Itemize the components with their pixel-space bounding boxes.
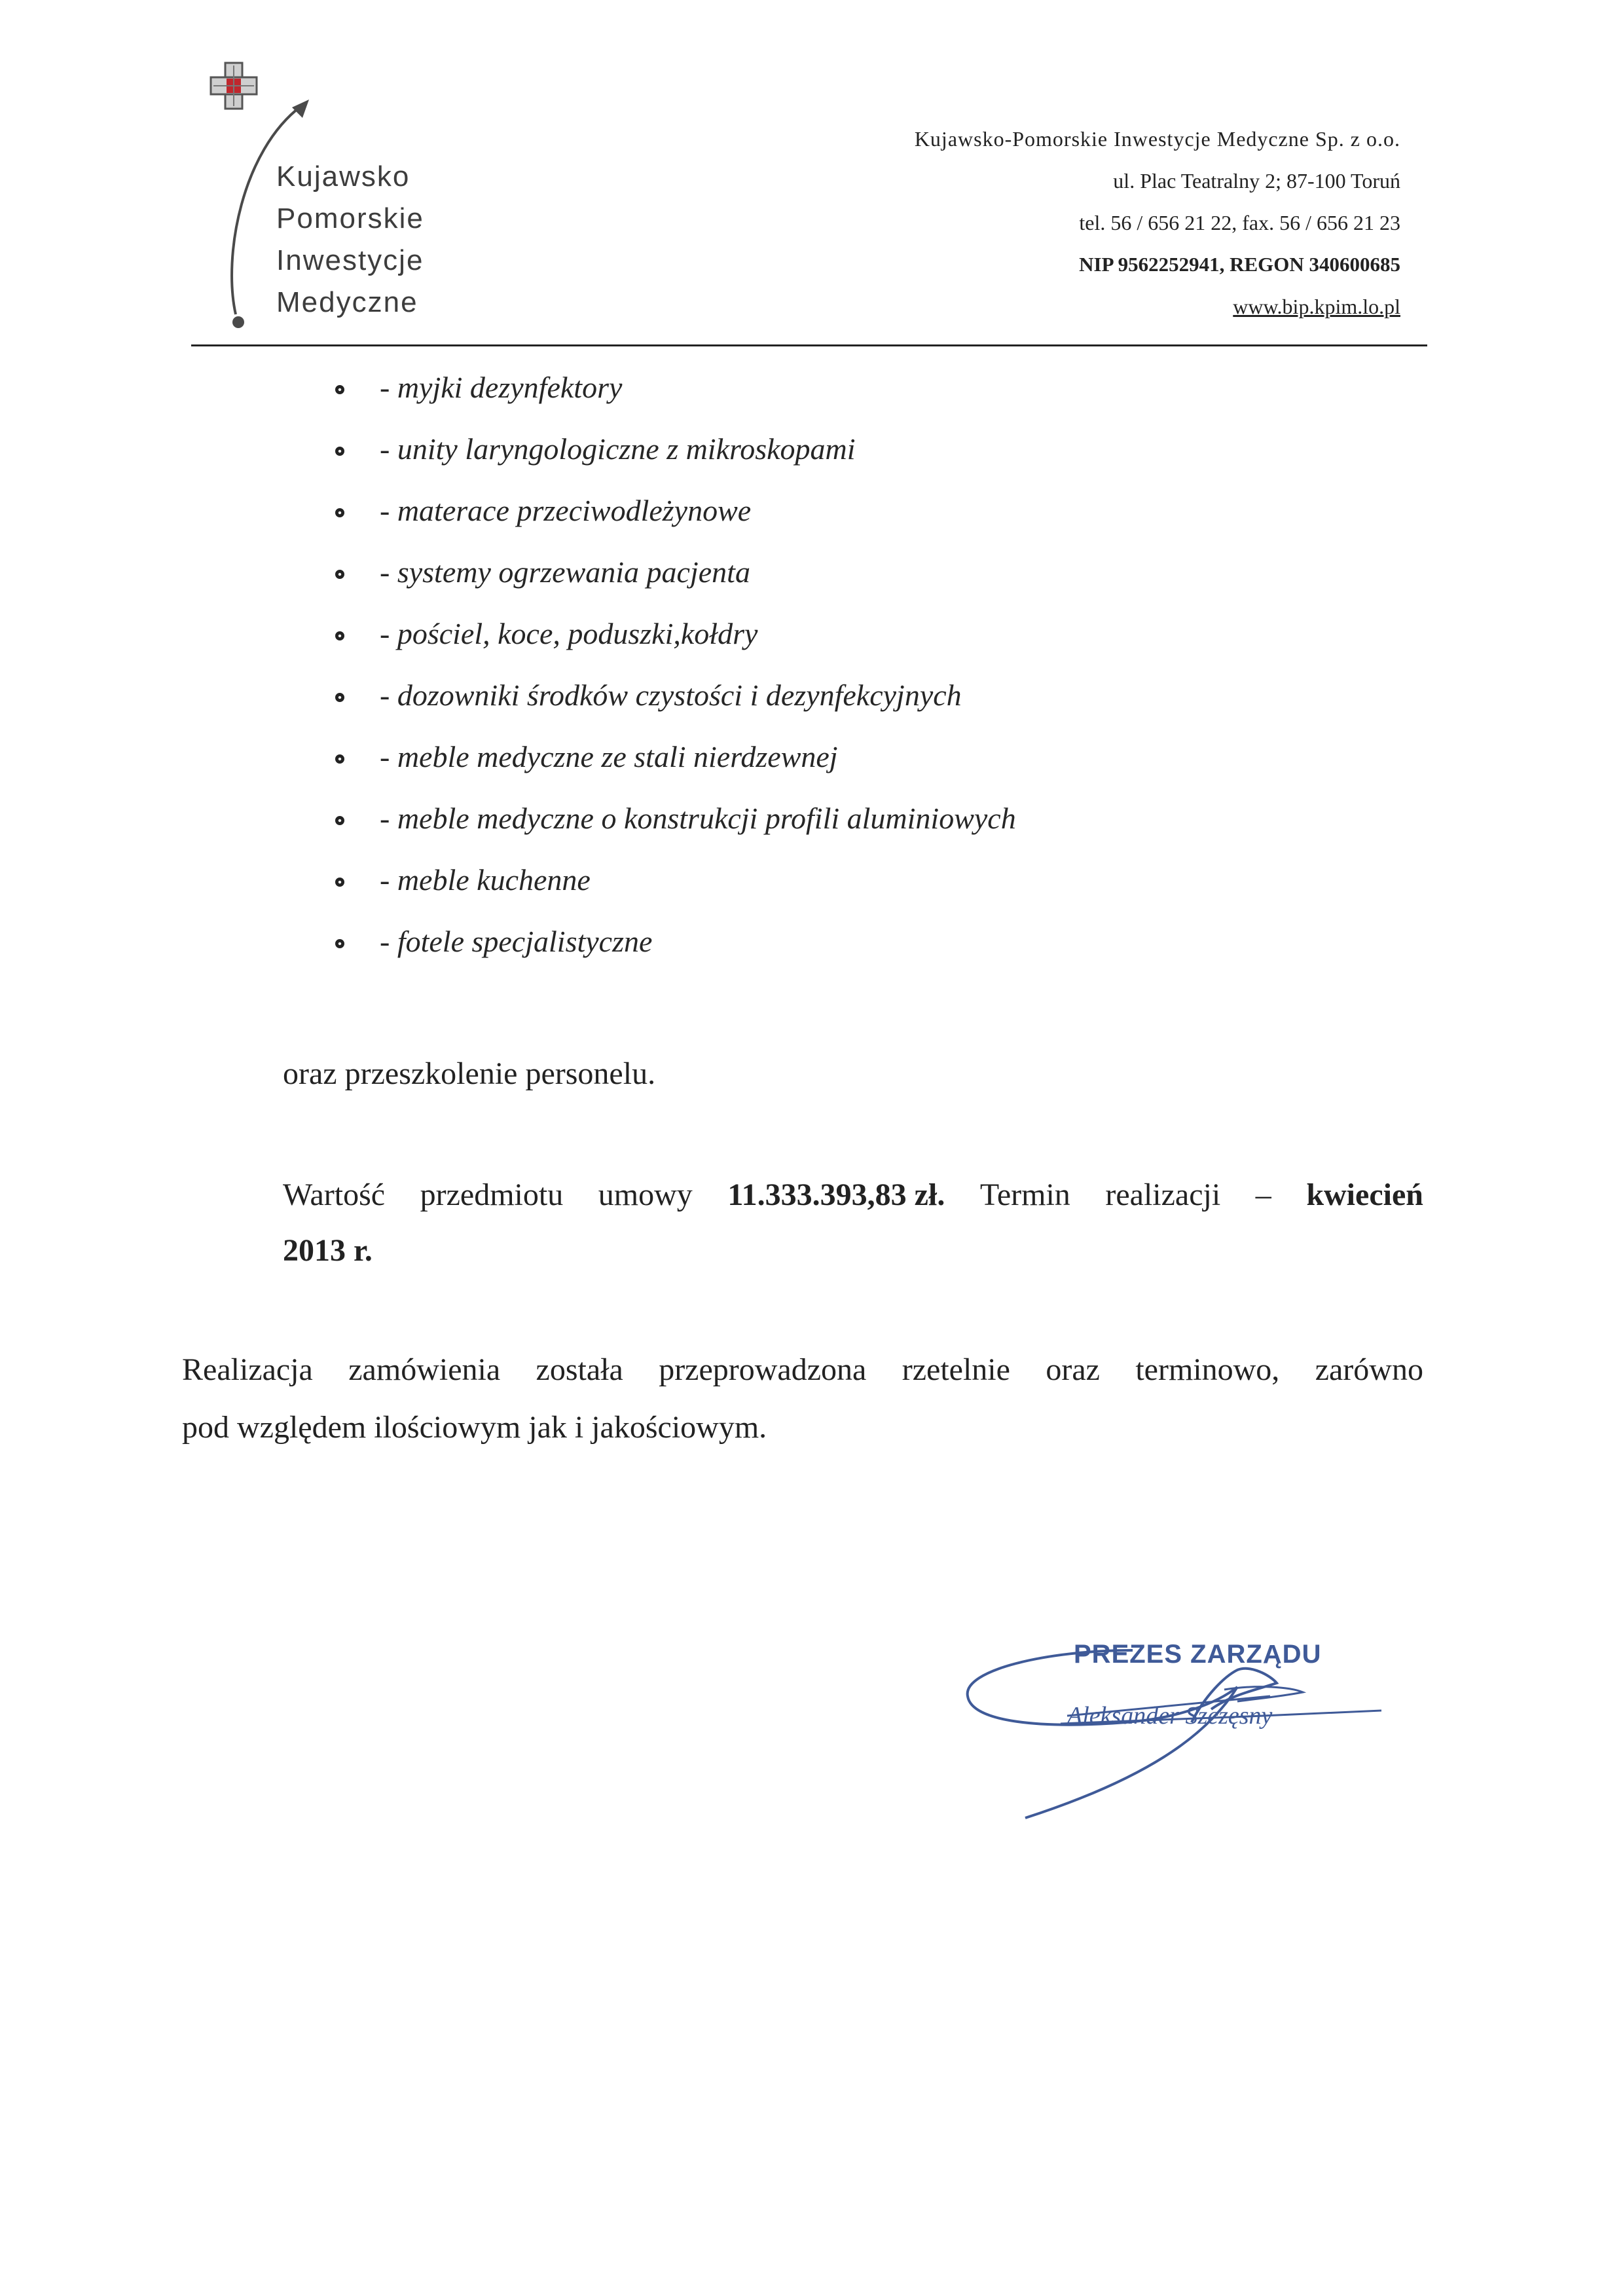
list-item: - meble medyczne o konstrukcji profili aluminiowych: [327, 788, 1016, 849]
logo-line-2: Pomorskie: [276, 202, 424, 234]
list-item: - unity laryngologiczne z mikroskopami: [327, 418, 1016, 480]
list-item: - dozowniki środków czystości i dezynfekcyjnych: [327, 665, 1016, 726]
list-item: - meble medyczne ze stali nierdzewnej: [327, 726, 1016, 788]
company-website-link[interactable]: www.bip.kpim.lo.pl: [1233, 295, 1400, 318]
bullet-icon: [335, 816, 344, 825]
deadline-month: kwiecień: [1306, 1177, 1423, 1212]
signatory-name: Aleksander Szczęsny: [1067, 1702, 1273, 1730]
logo-line-1: Kujawsko: [276, 160, 410, 193]
company-phone: tel. 56 / 656 21 22, fax. 56 / 656 21 23: [1079, 211, 1400, 234]
bullet-icon: [335, 508, 344, 517]
bullet-icon: [335, 939, 344, 948]
contract-value-line-1: Wartość przedmiotu umowy 11.333.393,83 zł. Termin realizacji – kwiecień: [283, 1177, 1423, 1212]
realization-line-2: pod względem ilościowym jak i jakościowym.: [182, 1410, 767, 1445]
bullet-icon: [335, 570, 344, 579]
bullet-icon: [335, 385, 344, 394]
signature-stamp: [962, 1624, 1408, 1834]
bullet-icon: [335, 447, 344, 456]
company-ids: NIP 9562252941, REGON 340600685: [1079, 253, 1400, 276]
bullet-icon: [335, 631, 344, 640]
list-item: - meble kuchenne: [327, 849, 1016, 911]
contract-amount: 11.333.393,83 zł.: [727, 1177, 945, 1212]
list-item: - pościel, koce, poduszki,kołdry: [327, 603, 1016, 665]
header-divider: [191, 344, 1427, 346]
list-item: - fotele specjalistyczne: [327, 911, 1016, 972]
list-item: - myjki dezynfektory: [327, 357, 1016, 418]
bullet-icon: [335, 754, 344, 764]
bullet-icon: [335, 693, 344, 702]
deadline-year: 2013 r.: [283, 1233, 373, 1268]
bullet-icon: [335, 878, 344, 887]
company-name: Kujawsko-Pomorskie Inwestycje Medyczne Sp. z o.o.: [914, 127, 1400, 151]
logo-line-3: Inwestycje: [276, 244, 424, 276]
list-item: - materace przeciwodleżynowe: [327, 480, 1016, 542]
company-header: [915, 118, 1400, 327]
company-logo: [196, 59, 471, 347]
logo-line-4: Medyczne: [276, 286, 418, 318]
realization-line-1: Realizacja zamówienia została przeprowadzona rzetelnie oraz terminowo, zarówno: [182, 1352, 1423, 1387]
company-address: ul. Plac Teatralny 2; 87-100 Toruń: [1113, 169, 1400, 193]
list-item: - systemy ogrzewania pacjenta: [327, 542, 1016, 603]
equipment-list: [327, 357, 1016, 972]
training-paragraph: oraz przeszkolenie personelu.: [283, 1056, 656, 1091]
stamp-title: PREZES ZARZĄDU: [1074, 1640, 1322, 1669]
